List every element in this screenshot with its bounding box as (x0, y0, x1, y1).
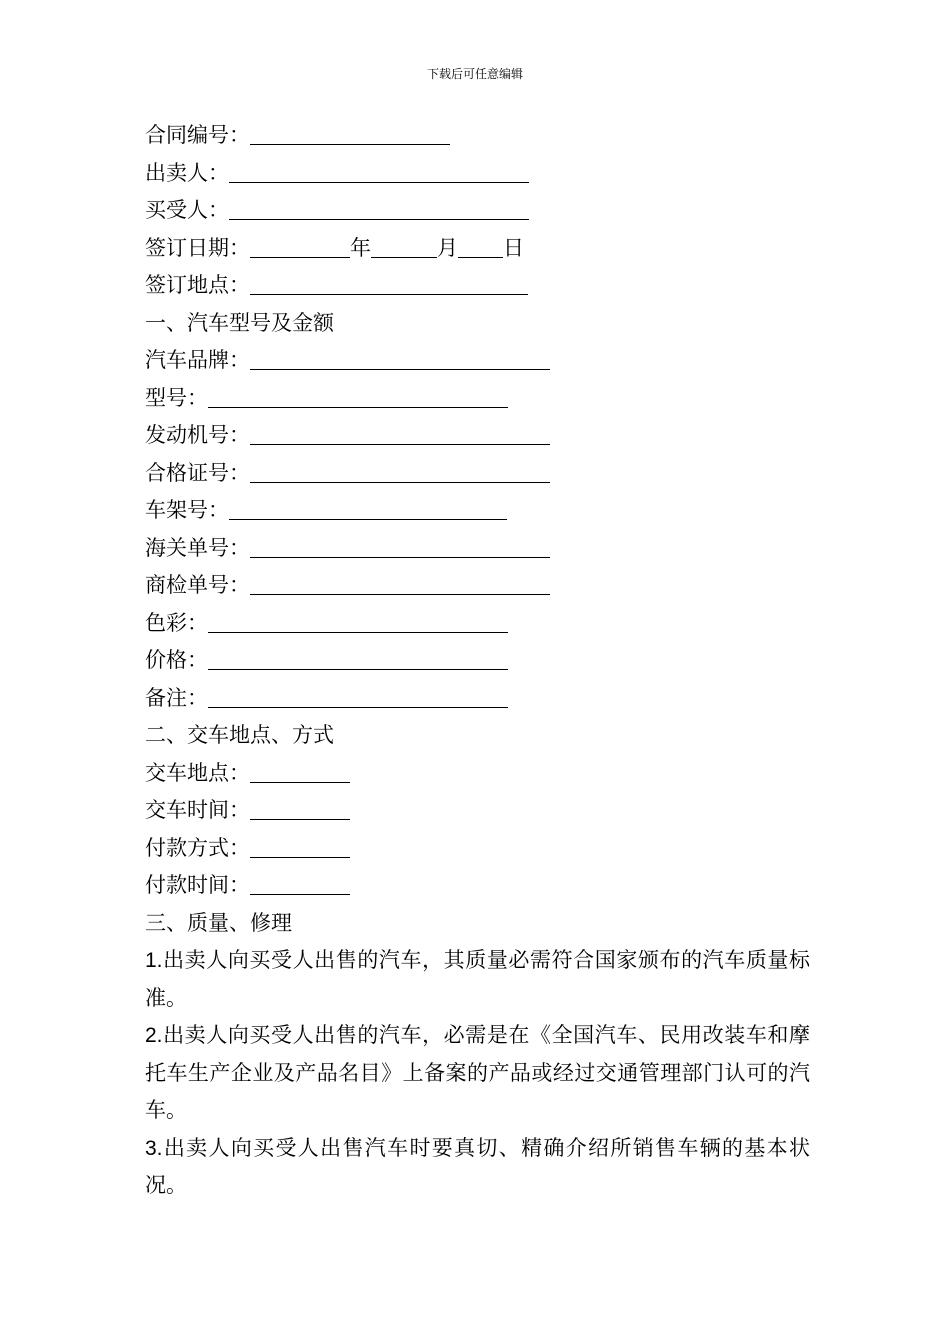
remarks-blank[interactable] (208, 685, 508, 708)
section3-heading: 三、质量、修理 (145, 910, 292, 935)
delivery-place-row (145, 755, 810, 793)
color-blank[interactable] (208, 610, 508, 633)
field-label: 交车时间： (145, 798, 250, 822)
contract-number-blank[interactable] (250, 122, 450, 145)
color-row (145, 605, 810, 643)
customs-number-row (145, 530, 810, 568)
day-blank[interactable] (458, 235, 503, 258)
payment-method-blank[interactable] (250, 835, 350, 858)
field-label: 付款时间： (145, 873, 250, 897)
clause-paragraph (145, 1130, 810, 1205)
section2-heading: 二、交车地点、方式 (145, 723, 334, 747)
delivery-time-row (145, 792, 810, 830)
model-row (145, 380, 810, 418)
clause-text: 出卖人向买受人出售的汽车，其质量必需符合国家颁布的汽车质量标准。 (145, 948, 810, 1010)
clause-number: 2. (145, 1024, 163, 1047)
contract-number-label: 合同编号： (145, 123, 250, 147)
section1-heading: 一、汽车型号及金额 (145, 310, 334, 335)
frame-number-row (145, 492, 810, 530)
year-blank[interactable] (250, 235, 350, 258)
field-label: 备注： (145, 685, 208, 710)
day-label: 日 (503, 235, 524, 260)
field-label: 付款方式： (145, 835, 250, 860)
brand-blank[interactable] (250, 347, 550, 370)
inspection-number-row (145, 567, 810, 605)
sign-date-label: 签订日期： (145, 235, 250, 260)
field-label: 交车地点： (145, 760, 250, 785)
sign-place-row (145, 267, 810, 305)
price-blank[interactable] (208, 647, 508, 670)
clause-paragraph (145, 942, 810, 1017)
payment-method-row (145, 830, 810, 868)
year-label: 年 (350, 235, 371, 260)
month-label: 月 (437, 235, 458, 260)
delivery-time-blank[interactable] (250, 797, 350, 820)
sign-place-label: 签订地点： (145, 273, 250, 297)
field-label: 车架号： (145, 498, 229, 522)
field-label: 型号： (145, 385, 208, 410)
inspection-number-blank[interactable] (250, 572, 550, 595)
engine-number-blank[interactable] (250, 422, 550, 445)
month-blank[interactable] (371, 235, 437, 258)
engine-number-row (145, 417, 810, 455)
certificate-number-row (145, 455, 810, 493)
payment-time-row (145, 867, 810, 905)
field-label: 价格： (145, 648, 208, 672)
clause-paragraph (145, 1017, 810, 1130)
field-label: 海关单号： (145, 535, 250, 560)
field-label: 汽车品牌： (145, 348, 250, 372)
clause-number: 1. (145, 949, 163, 972)
delivery-place-blank[interactable] (250, 760, 350, 783)
payment-time-blank[interactable] (250, 872, 350, 895)
model-blank[interactable] (208, 385, 508, 408)
sign-date-row (145, 230, 810, 268)
sign-place-blank[interactable] (250, 272, 528, 295)
brand-row (145, 342, 810, 380)
field-label: 发动机号： (145, 423, 250, 447)
field-label: 商检单号： (145, 573, 250, 597)
field-label: 色彩： (145, 610, 208, 635)
clause-text: 出卖人向买受人出售的汽车，必需是在《全国汽车、民用改装车和摩托车生产企业及产品名目》上备案的产品或经过交通管理部门认可的汽车。 (145, 1023, 810, 1122)
price-row (145, 642, 810, 680)
seller-row (145, 155, 810, 193)
field-label: 合格证号： (145, 460, 250, 485)
buyer-row (145, 192, 810, 230)
contract-number-row (145, 117, 810, 155)
contract-body (145, 117, 810, 1205)
buyer-blank[interactable] (229, 197, 529, 220)
buyer-label: 买受人： (145, 198, 229, 222)
frame-number-blank[interactable] (229, 497, 507, 520)
certificate-number-blank[interactable] (250, 460, 550, 483)
seller-blank[interactable] (229, 160, 529, 183)
seller-label: 出卖人： (145, 160, 229, 185)
customs-number-blank[interactable] (250, 535, 550, 558)
remarks-row (145, 680, 810, 718)
clause-number: 3. (145, 1136, 163, 1160)
clause-text: 出卖人向买受人出售汽车时要真切、精确介绍所销售车辆的基本状况。 (145, 1135, 810, 1197)
page-header: 下载后可任意编辑 (426, 67, 523, 81)
